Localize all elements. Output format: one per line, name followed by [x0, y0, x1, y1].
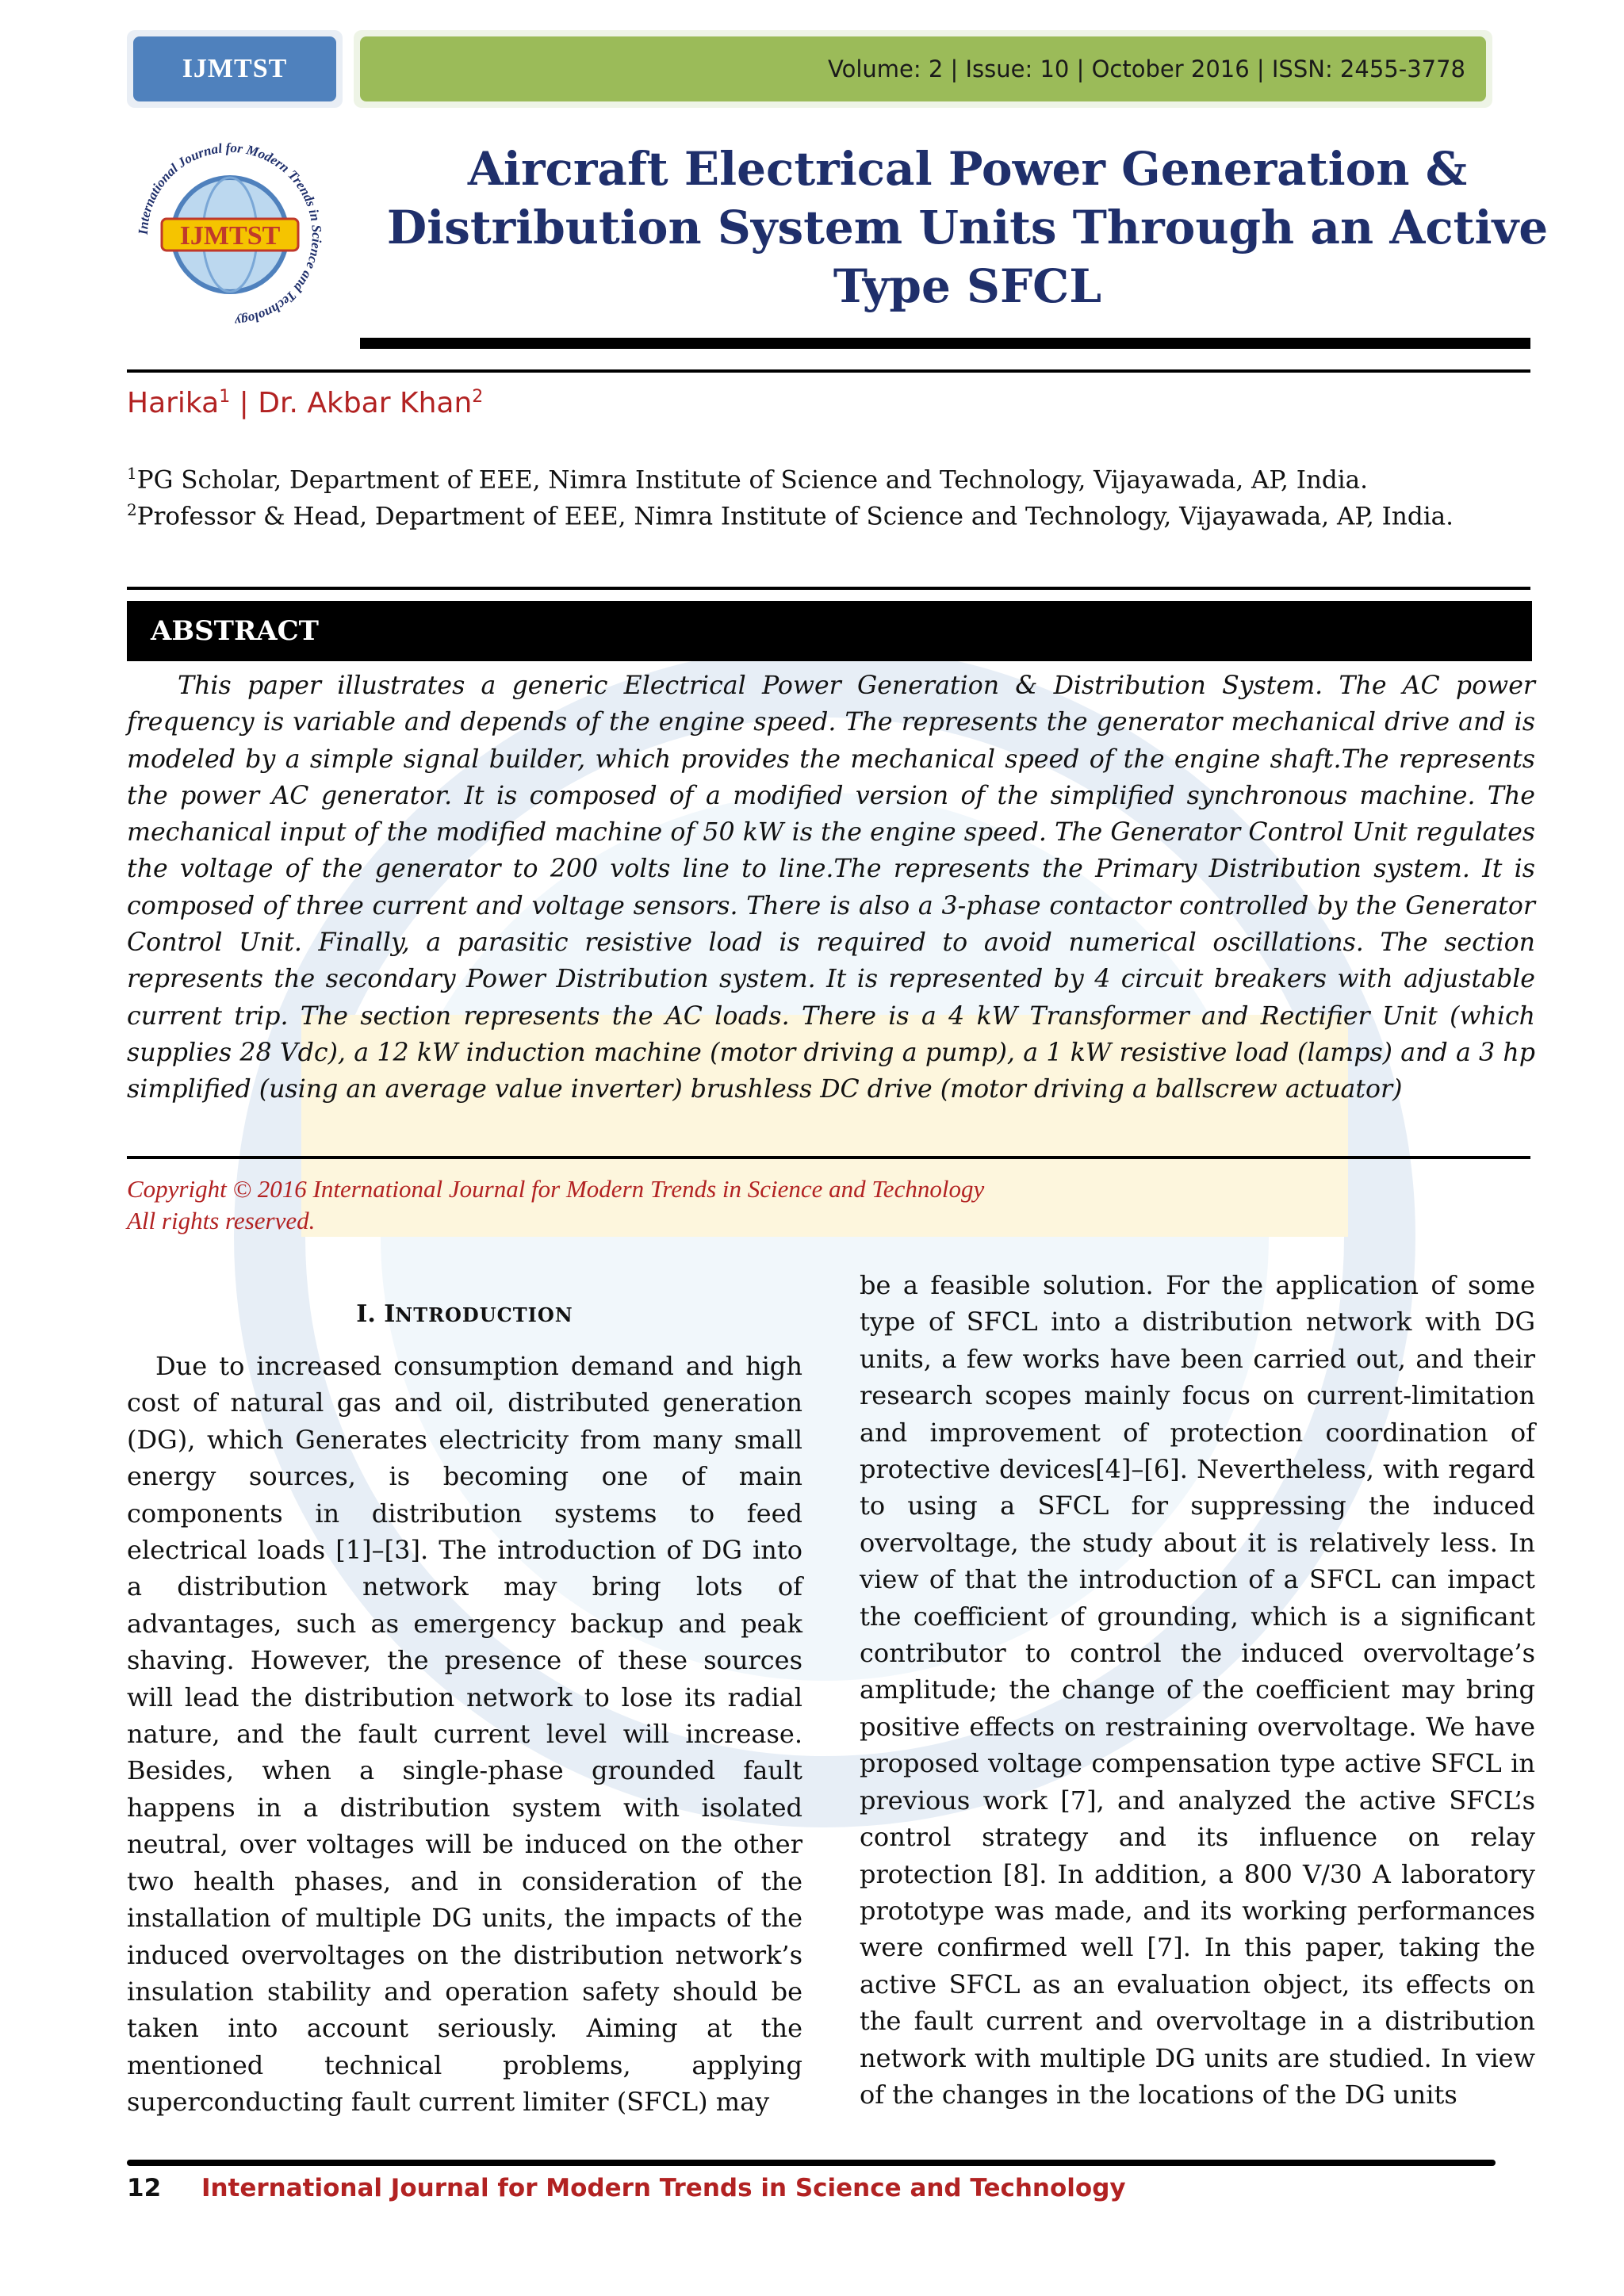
- svg-text:International Journal for Mode: International Journal for Modern Trends in Science and Technology: [135, 140, 325, 329]
- journal-logo: [127, 140, 333, 330]
- affiliation-1-sup: 1: [127, 464, 137, 483]
- title-line-1: Aircraft Electrical Power Generation &: [467, 142, 1468, 196]
- title-underline: [360, 338, 1530, 349]
- abstract-body: [127, 668, 1535, 1108]
- issue-info-bar: [360, 36, 1486, 101]
- affiliation-2: [127, 492, 1507, 534]
- divider-abstract: [127, 1156, 1530, 1159]
- page-footer: [127, 2174, 1126, 2202]
- svg-text:IJMTST: IJMTST: [179, 221, 281, 251]
- section-number: I.: [356, 1300, 376, 1328]
- journal-abbr-badge: IJMTST: [133, 36, 336, 101]
- issue-info: Volume: 2 | Issue: 10 | October 2016 | ISSN: 2455-3778: [828, 55, 1465, 82]
- intro-paragraph-left: Due to increased consumption demand and high cost of natural gas and oil, distributed generation (DG), which Generates electricity from many small energy sources, is becoming one of main components in distribution systems to feed electrical loads [1]–[3]. The introduction of DG into a distribution network may bring lots of advantages, such as emergency backup and peak shaving. However, the presence of these sources will lead the distribution network to lose its radial nature, and the fault current level will increase. Besides, when a single-phase grounded fault happens in a distribution system with isolated neutral, over voltages will be induced on the other two health phases, and in consideration of the installation of multiple DG units, the impacts of the induced overvoltages on the distribution network’s insulation stability and operation safety should be taken into account seriously. Aiming at the mentioned technical problems, applying superconducting fault current limiter (SFCL) may: [127, 1351, 802, 2118]
- paper-title: [349, 140, 1586, 316]
- author-list: [127, 387, 483, 419]
- footer-journal-name: International Journal for Modern Trends in Science and Technology: [201, 2174, 1126, 2202]
- affiliation-2-sup: 2: [127, 500, 137, 519]
- title-line-3: Type SFCL: [833, 259, 1102, 313]
- copyright-line-2: All rights reserved.: [127, 1207, 316, 1234]
- author-2-sup: 2: [472, 387, 484, 407]
- footer-divider: [127, 2160, 1496, 2166]
- intro-paragraph-right: be a feasible solution. For the application of some type of SFCL into a distribution network with DG units, a few works have been carried out, and their research scopes mainly focus on current-limitation and improvement of protection coordination of protective devices[4]–[6]. Nevertheless, with regard to using a SFCL for suppressing the induced overvoltage, the study about it is relatively less. In view of that the introduction of a SFCL can impact the coefficient of grounding, which is a significant contributor to control the induced overvoltage’s amplitude; the change of the coefficient may bring positive effects on restraining overvoltage. We have proposed voltage compensation type active SFCL in previous work [7], and analyzed the active SFCL’s control strategy and its influence on relay protection [8]. In addition, a 800 V/30 A laboratory prototype was made, and its working performances were confirmed well [7]. In this paper, taking the active SFCL as an evaluation object, its effects on the fault current and overvoltage in a distribution network with multiple DG units are studied. In view of the changes in the locations of the DG units: [860, 1270, 1535, 2110]
- section-title-rest: NTRODUCTION: [395, 1303, 573, 1326]
- body-column-right: [860, 1267, 1535, 2113]
- title-line-2: Distribution System Units Through an Active: [386, 201, 1549, 254]
- author-2: Dr. Akbar Khan: [258, 387, 473, 419]
- divider-top: [127, 369, 1530, 373]
- author-separator: |: [230, 387, 259, 419]
- section-title-initial: I: [384, 1300, 396, 1328]
- abstract-text: This paper illustrates a generic Electrical Power Generation & Distribution System. The AC power frequency is variable and depends of the engine speed. The represents the generator mechanical drive and is modeled by a simple signal builder, which provides the mechanical speed of the engine shaft.The represents the power AC generator. It is composed of a modified version of the simplified synchronous machine. The mechanical input of the modified machine of 50 kW is the engine speed. The Generator Control Unit regulates the voltage of the generator to 200 volts line to line.The represents the Primary Distribution system. It is composed of three current and voltage sensors. There is also a 3-phase contactor controlled by the Generator Control Unit. Finally, a parasitic resistive load is required to avoid numerical oscillations. The section represents the secondary Power Distribution system. It is represented by 4 circuit breakers with adjustable current trip. The section represents the AC loads. There is a 4 kW Transformer and Rectifier Unit (which supplies 28 Vdc), a 12 kW induction machine (motor driving a pump), a 1 kW resistive load (lamps) and a 3 hp simplified (using an average value inverter) brushless DC drive (motor driving a ballscrew actuator): [127, 672, 1535, 1104]
- author-1: Harika: [127, 387, 220, 419]
- copyright-notice: [127, 1173, 984, 1237]
- author-1-sup: 1: [219, 387, 231, 407]
- affiliation-2-text: Professor & Head, Department of EEE, Nimra Institute of Science and Technology, Vijayawada, AP, India.: [136, 502, 1454, 531]
- section-heading-introduction: [127, 1300, 802, 1328]
- copyright-line-1: Copyright © 2016 International Journal for Modern Trends in Science and Technology: [127, 1175, 985, 1203]
- divider-affiliations: [127, 587, 1530, 590]
- abstract-heading: ABSTRACT: [127, 601, 1532, 661]
- page-number: 12: [127, 2174, 162, 2202]
- body-column-left: [127, 1348, 802, 2121]
- affiliation-1-text: PG Scholar, Department of EEE, Nimra Institute of Science and Technology, Vijayawada, AP, India.: [136, 465, 1369, 495]
